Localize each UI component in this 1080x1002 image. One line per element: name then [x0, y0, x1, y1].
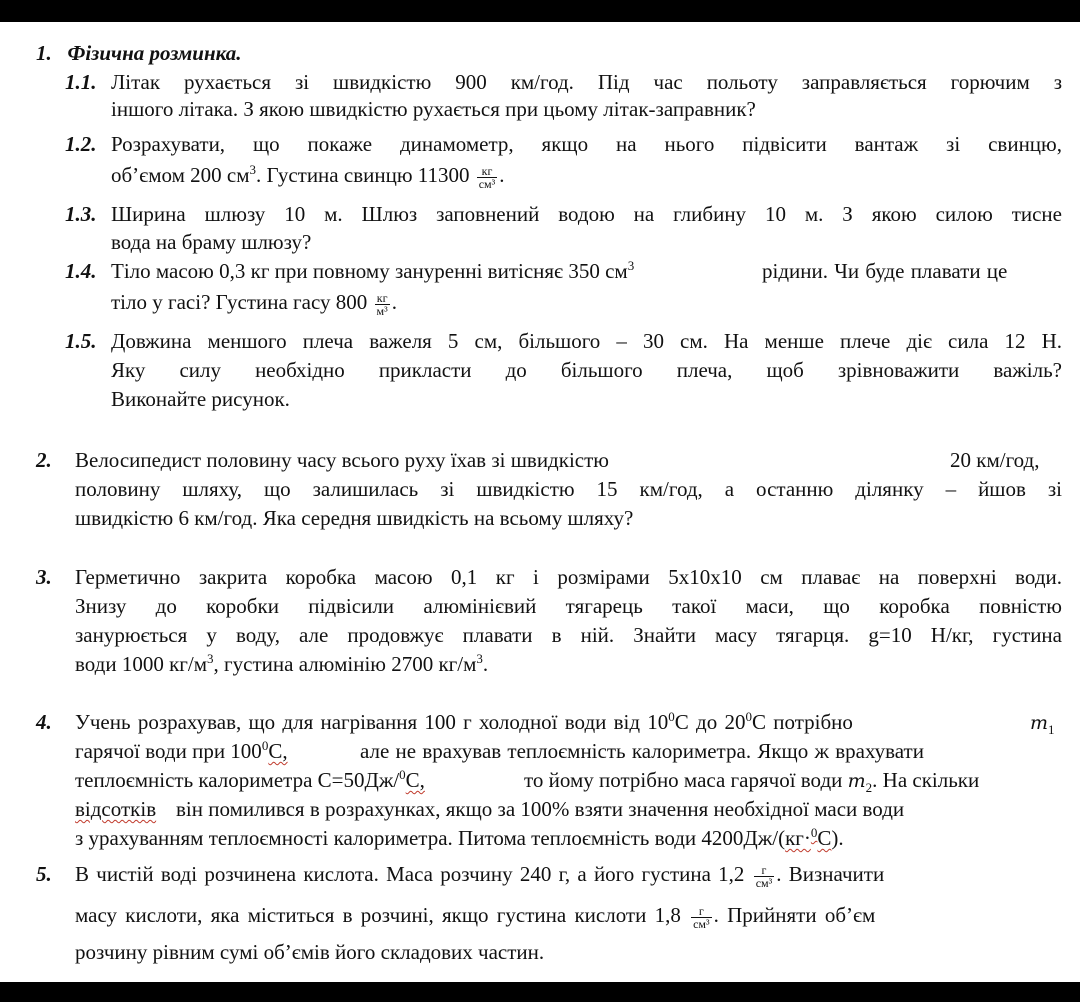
- problem-1-3-line-2: вода на браму шлюзу?: [111, 230, 312, 254]
- section-4-line-3a: теплоємність калориметра С=50Дж/$^0$С,: [75, 767, 425, 792]
- problem-1-4-number: 1.4.: [65, 259, 97, 283]
- section-3-line-1: Герметично закрита коробка масою 0,1 кг і розмірами 5х10х10 см плаває на поверхні води.: [75, 565, 1062, 589]
- section-2-number: 2.: [36, 448, 52, 472]
- problem-1-2-number: 1.2.: [65, 132, 97, 156]
- spellcheck-mark: С,: [405, 768, 425, 792]
- document-page: [0, 22, 1080, 982]
- spellcheck-mark: відсотків: [75, 797, 157, 821]
- section-3-line-3: занурюється у воду, але продовжує плавати в ній. Знайти масу тягарця. g=10 Н/кг, густина: [75, 623, 1062, 647]
- section-5-line-2: масу кислоти, яка міститься в розчині, якщо густина кислоти 1,8 $\frac{г}{\text{см³}}$ . Прийняти об’єм: [75, 903, 876, 931]
- problem-1-3-line-1: Ширина шлюзу 10 м. Шлюз заповнений водою на глибину 10 м. З якою силою тисне: [111, 202, 1062, 226]
- problem-1-5-number: 1.5.: [65, 329, 97, 353]
- problem-1-2-line-1: Розрахувати, що покаже динамометр, якщо на нього підвісити вантаж зі свинцю,: [111, 132, 1062, 156]
- density-fraction: $\frac{кг}{\text{см³}}$: [478, 163, 496, 191]
- problem-1-5-line-3: Виконайте рисунок.: [111, 387, 290, 411]
- problem-1-4-line-1a: Тіло масою 0,3 кг при повному зануренні витісняє 350 $см^3$: [111, 258, 635, 283]
- section-4-line-4a: [75, 797, 156, 821]
- problem-1-1-line-2: іншого літака. З якою швидкістю рухається при цьому літак-заправник?: [111, 97, 756, 121]
- problem-1-3-number: 1.3.: [65, 202, 97, 226]
- acid-density-fraction: $\frac{г}{\text{см³}}$: [693, 903, 710, 931]
- solution-density-fraction: $\frac{г}{\text{см³}}$: [755, 862, 773, 890]
- problem-1-1-line-1: Літак рухається зі швидкістю 900 км/год. Під час польоту заправляється горючим з: [111, 70, 1062, 94]
- section-4-line-5: з урахуванням теплоємності калориметра. Питома теплоємність води 4200Дж/(кг·$^0$С).: [75, 825, 844, 850]
- section-4-number: 4.: [36, 710, 52, 734]
- section-4-line-4b: він помилився в розрахунках, якщо за 100% взяти значення необхідної маси води: [176, 797, 905, 821]
- section-4-line-1: Учень розрахував, що для нагрівання 100 г холодної води від $10^0С$ до $20^0С$ потрібно: [75, 709, 853, 734]
- section-5-number: 5.: [36, 862, 52, 886]
- variable-m1: $m_1$: [1030, 712, 1055, 738]
- section-2-line-1a: Велосипедист половину часу всього руху їхав зі швидкістю: [75, 448, 609, 472]
- section-1-heading: [36, 41, 241, 65]
- problem-1-5-line-1: Довжина меншого плеча важеля 5 см, більшого – 30 см. На менше плече діє сила 12 Н.: [111, 329, 1062, 353]
- section-3-line-2: Знизу до коробки підвісили алюмінієвий тягарець такої маси, що коробка повністю: [75, 594, 1062, 618]
- section-5-line-1: В чистій воді розчинена кислота. Маса розчину 240 г, а його густина 1,2 $\frac{г}{\text{см³}}$ . Визначити: [75, 862, 885, 890]
- section-4-line-3b: то йому потрібно маса гарячої води $m_2$. На скільки: [524, 768, 980, 796]
- section-3-number: 3.: [36, 565, 52, 589]
- problem-1-2-line-2: об’ємом 200 $см^3$. Густина свинцю 11300 $\frac{кг}{\text{см³}}$ .: [111, 162, 505, 191]
- section-5-line-3: розчину рівним сумі об’ємів його складових частин.: [75, 940, 545, 964]
- section-4-line-2a: гарячої води при $100^0С$,: [75, 738, 288, 763]
- section-3-line-4: води 1000 $кг/м^3$, густина алюмінію 2700 $кг/м^3$.: [75, 651, 489, 676]
- section-2-line-3: швидкістю 6 км/год. Яка середня швидкість на всьому шляху?: [75, 506, 634, 530]
- section-2-line-2: половину шляху, що залишилась зі швидкістю 15 км/год, а останню ділянку – йшов зі: [75, 477, 1062, 501]
- section-1-number: 1.: [36, 41, 52, 65]
- problem-1-4-line-1b: рідини. Чи буде плавати це: [762, 259, 1008, 283]
- section-1-title: Фізична розминка.: [67, 41, 242, 65]
- section-4-line-2b: але не врахував теплоємність калориметра. Якщо ж врахувати: [360, 739, 924, 763]
- kerosene-density-fraction: $\frac{кг}{\text{м³}}$: [376, 290, 388, 318]
- problem-1-4-line-2: тіло у гасі? Густина гасу 800 $\frac{кг}{\text{м³}}$ .: [111, 290, 397, 318]
- problem-1-1-number: 1.1.: [65, 70, 97, 94]
- problem-1-5-line-2: Яку силу необхідно прикласти до більшого плеча, щоб зрівноважити важіль?: [111, 358, 1062, 382]
- spellcheck-mark: С,: [268, 739, 288, 763]
- section-2-line-1b: 20 км/год,: [950, 448, 1040, 472]
